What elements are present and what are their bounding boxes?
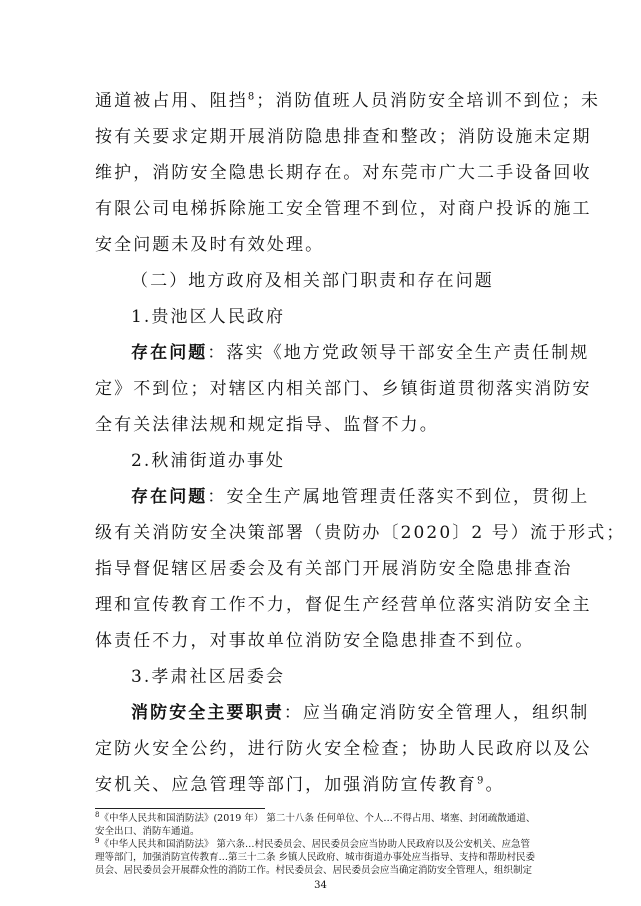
- item-first-line: 存在问题：落实《地方党政领导干部安全生产责任制规: [131, 343, 590, 363]
- body-line: 安全问题未及时有效处理。: [95, 235, 325, 255]
- footnote-9-cont: 员会、居民委员会开展群众性的消防工作。村民委员会、居民委员会应当确定消防安全管理人，组织制定: [95, 865, 533, 876]
- footnote-ref: 8: [247, 91, 257, 103]
- footnote-ref: 9: [477, 775, 486, 787]
- item-first-line: 消防安全主要职责：应当确定消防安全管理人，组织制: [131, 703, 590, 723]
- item-first-line: 存在问题：安全生产属地管理责任落实不到位，贯彻上: [131, 487, 590, 507]
- body-line: 指导督促辖区居委会及有关部门开展消防安全隐患排查治: [95, 559, 573, 579]
- body-line: 维护，消防安全隐患长期存在。对东莞市广大二手设备回收: [95, 163, 592, 183]
- body-line: 有限公司电梯拆除施工安全管理不到位，对商户投诉的施工: [95, 199, 592, 219]
- item-label: 存在问题: [131, 343, 208, 363]
- body-line: 体责任不力，对事故单位消防安全隐患排查不到位。: [95, 631, 535, 651]
- item-label: 消防安全主要职责: [131, 703, 284, 723]
- item-label: 存在问题: [131, 487, 208, 507]
- footnote-9-cont: 理等部门，加强消防宣传教育…第三十二条 乡镇人民政府、城市街道办事处应当指导、支持和帮助村民委: [95, 852, 536, 863]
- item-title: 1.贵池区人民政府: [131, 307, 286, 327]
- footnote-8: $^8$《中华人民共和国消防法》(2019 年） 第二十八条 任何单位、个人…不得占用、堵塞、封闭疏散通道、: [95, 810, 536, 824]
- body-line: 全有关法律法规和规定指导、监督不力。: [95, 415, 439, 435]
- item-title: 3.孝肃社区居委会: [131, 667, 286, 687]
- body-line: 安机关、应急管理等部门，加强消防宣传教育$^9$。: [95, 775, 505, 795]
- body-line: 理和宣传教育工作不力，督促生产经营单位落实消防安全主: [95, 595, 592, 615]
- footnote-divider: [95, 808, 265, 809]
- body-line: 通道被占用、阻挡$^8$；消防值班人员消防安全培训不到位；未: [95, 91, 601, 111]
- body-line: 按有关要求定期开展消防隐患排查和整改；消防设施未定期: [95, 127, 592, 147]
- section-heading: （二）地方政府及相关部门职责和存在问题: [131, 271, 494, 291]
- body-line: 级有关消防安全决策部署（贵防办〔2020〕2 号）流于形式；: [95, 523, 626, 543]
- item-title: 2.秋浦街道办事处: [131, 451, 286, 471]
- page-number: 34: [314, 880, 327, 891]
- footnote-9: $^9$《中华人民共和国消防法》 第六条…村民委员会、居民委员会应当协助人民政府以及公安机关、应急管: [95, 836, 530, 850]
- body-line: 定防火安全公约，进行防火安全检查；协助人民政府以及公: [95, 739, 592, 759]
- body-line: 定》不到位；对辖区内相关部门、乡镇街道贯彻落实消防安: [95, 379, 592, 399]
- footnote-8-cont: 安全出口、消防车通道。: [95, 826, 200, 837]
